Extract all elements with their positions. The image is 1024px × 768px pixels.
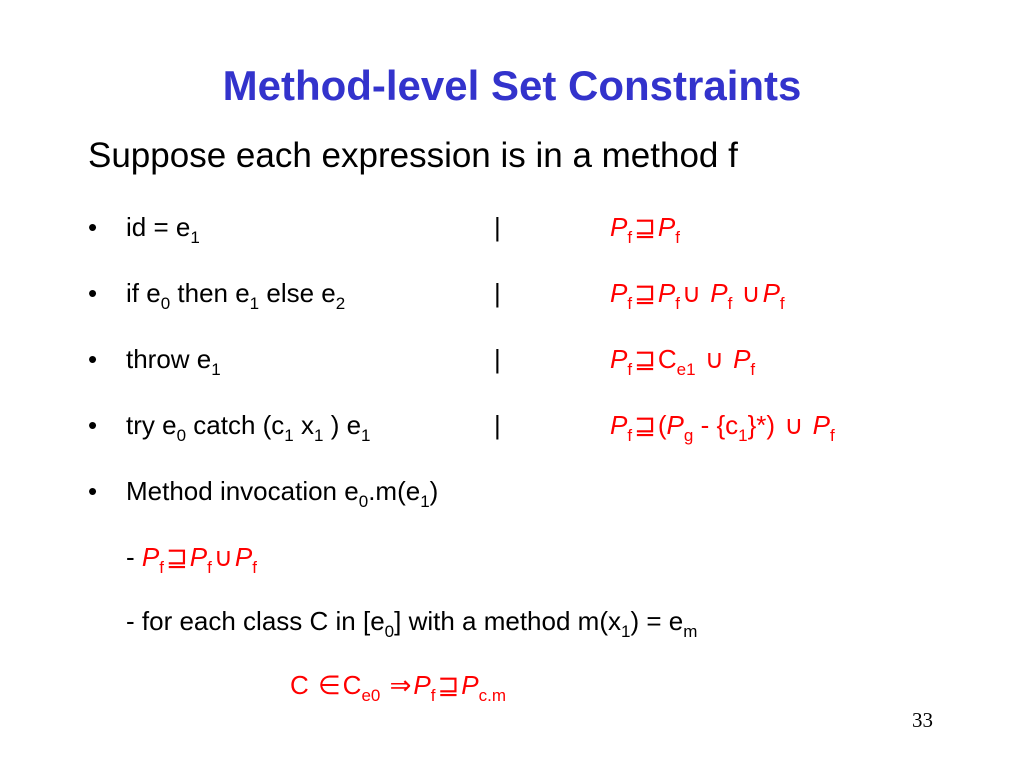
p-symbol: P: [610, 344, 628, 374]
subscript: 1: [249, 294, 260, 313]
subscript: f: [207, 558, 212, 577]
bullet-marker: •: [88, 476, 98, 506]
bullet-try-catch: [126, 410, 371, 445]
for-each-text: ) = e: [630, 606, 684, 636]
subscript: m: [683, 622, 698, 641]
p-symbol: P: [710, 278, 728, 308]
subscript: f: [750, 360, 756, 379]
bullet-text: catch (c: [186, 410, 285, 440]
subscript: 1: [620, 622, 631, 641]
separator: |: [494, 410, 501, 440]
constraint-id-assign: [610, 212, 680, 247]
subscript: 1: [284, 426, 294, 445]
c-symbol: C: [342, 670, 362, 700]
implies-symbol: ⇒: [389, 670, 412, 700]
subscript: c.m: [478, 686, 507, 705]
subscript: f: [779, 294, 785, 313]
superset-symbol: ⊒: [634, 410, 656, 440]
set-text: - {c: [693, 410, 739, 440]
subscript: f: [727, 294, 733, 313]
dash: -: [126, 542, 142, 572]
p-symbol: P: [812, 410, 830, 440]
constraint-try-catch: [610, 410, 835, 445]
subscript: f: [627, 426, 633, 445]
subscript: f: [627, 360, 633, 379]
p-symbol: P: [141, 542, 160, 572]
subscript: f: [627, 228, 633, 247]
for-each-text: - for each class C in [e: [126, 606, 385, 636]
subscript: 2: [335, 294, 346, 313]
subscript: 1: [361, 426, 371, 445]
subscript: e0: [361, 686, 381, 705]
invocation-constraint: [126, 542, 257, 577]
bullet-marker: •: [88, 212, 98, 242]
subscript: 1: [420, 492, 430, 511]
union-symbol: ∪: [704, 344, 724, 374]
bullet-text: ) e: [323, 410, 362, 440]
p-symbol: P: [657, 278, 676, 308]
p-symbol: P: [657, 212, 676, 242]
subscript: 1: [314, 426, 324, 445]
page-number: 33: [912, 708, 933, 732]
bullet-marker: •: [88, 410, 98, 440]
bullet-id-assign: [126, 212, 200, 247]
union-symbol: ∪: [741, 278, 761, 308]
invocation-for-each: [126, 606, 698, 641]
bullet-method-invocation: [126, 476, 439, 511]
subscript: g: [683, 426, 694, 445]
subscript: f: [159, 558, 164, 577]
subscript: e1: [676, 360, 696, 379]
subscript: f: [627, 294, 633, 313]
bullet-if-then-else: [126, 278, 346, 313]
set-close: }*): [747, 410, 776, 440]
subscript: 1: [211, 360, 221, 379]
subscript: 0: [358, 492, 369, 511]
p-symbol: P: [733, 344, 751, 374]
subscript: 0: [384, 622, 395, 641]
subscript: f: [675, 294, 680, 313]
p-symbol: P: [234, 542, 253, 572]
bullet-text: ): [429, 476, 439, 506]
subscript: f: [252, 558, 257, 577]
p-symbol: P: [610, 212, 628, 242]
bullet-text: .m(e: [368, 476, 421, 506]
paren-open: (: [657, 410, 667, 440]
bullet-text: throw e: [126, 344, 212, 374]
bullet-marker: •: [88, 278, 98, 308]
bullet-text: else e: [259, 278, 336, 308]
union-symbol: ∪: [681, 278, 701, 308]
bullet-text: if e: [126, 278, 161, 308]
superset-symbol: ⊒: [437, 670, 460, 700]
bullet-text: then e: [170, 278, 250, 308]
c-symbol: C: [290, 670, 309, 700]
c-symbol: C: [657, 344, 677, 374]
p-symbol: P: [189, 542, 208, 572]
p-symbol: P: [666, 410, 684, 440]
separator: |: [494, 212, 501, 242]
intro-text: Suppose each expression is in a method f: [88, 136, 738, 175]
for-each-text: ] with a method m(x: [394, 606, 621, 636]
union-symbol: ∪: [784, 410, 804, 440]
superset-symbol: ⊒: [634, 278, 656, 308]
p-symbol: P: [413, 670, 431, 700]
bullet-text: Method invocation e: [126, 476, 359, 506]
constraint-throw: [610, 344, 756, 379]
separator: |: [494, 278, 501, 308]
bullet-marker: •: [88, 344, 98, 374]
p-symbol: P: [461, 670, 479, 700]
slide-title: Method-level Set Constraints: [222, 62, 802, 109]
element-of-symbol: ∈: [318, 670, 341, 700]
union-symbol: ∪: [213, 542, 233, 572]
p-symbol: P: [762, 278, 780, 308]
bullet-throw: [126, 344, 221, 379]
superset-symbol: ⊒: [634, 344, 656, 374]
p-symbol: P: [610, 410, 628, 440]
subscript: 0: [176, 426, 187, 445]
bullet-text: id = e: [126, 212, 191, 242]
invocation-implication: [290, 670, 507, 705]
subscript: f: [430, 686, 436, 705]
bullet-text: try e: [126, 410, 177, 440]
constraint-if-then-else: [610, 278, 785, 313]
p-symbol: P: [610, 278, 628, 308]
subscript: 1: [190, 228, 200, 247]
superset-symbol: ⊒: [634, 212, 656, 242]
subscript: f: [829, 426, 835, 445]
subscript: 1: [738, 426, 748, 445]
subscript: 0: [160, 294, 171, 313]
subscript: f: [675, 228, 680, 247]
superset-symbol: ⊒: [165, 542, 188, 572]
separator: |: [494, 344, 501, 374]
bullet-text: x: [293, 410, 314, 440]
